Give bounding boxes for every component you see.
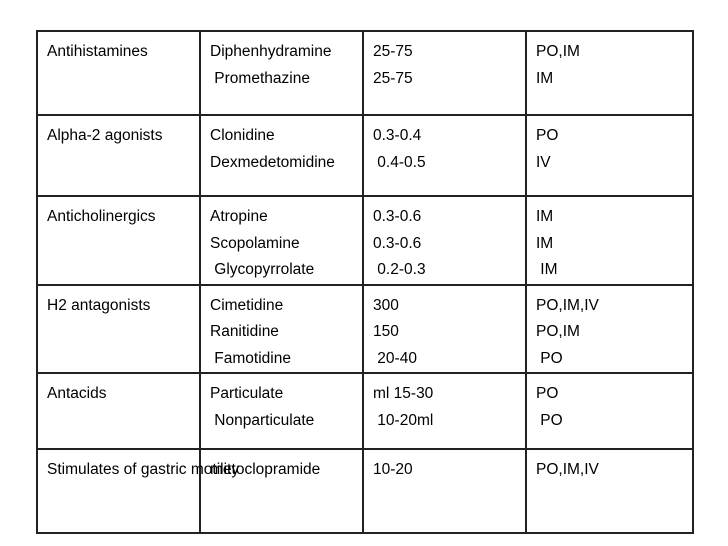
drug-name: Scopolamine (210, 234, 300, 252)
drug-name: Glycopyrrolate (210, 261, 315, 278)
dose-value: 300 (373, 296, 399, 314)
route-value: IM (536, 208, 554, 225)
category-cell: Antacids (37, 373, 200, 449)
route-cell (526, 196, 693, 285)
dose-cell (363, 115, 526, 196)
route-value: PO,IM,IV (536, 296, 599, 314)
drug-name: Nonparticulate (210, 411, 315, 429)
dose-cell (363, 285, 526, 374)
route-cell (526, 373, 693, 449)
drug-cell (200, 285, 363, 374)
table-row (37, 196, 693, 285)
drug-name: metoclopramide (210, 461, 321, 478)
route-value: IM (536, 69, 554, 87)
route-cell (526, 285, 693, 374)
drug-cell (200, 31, 363, 115)
route-cell (526, 449, 693, 533)
dose-value: 10-20ml (373, 411, 434, 429)
route-value: PO,IM (536, 323, 580, 340)
dose-value: 0.3-0.4 (373, 127, 422, 144)
dose-cell (363, 373, 526, 449)
dose-value: 0.2-0.3 (373, 261, 426, 278)
drug-table (36, 30, 694, 534)
drug-name: Clonidine (210, 127, 275, 144)
dose-value: 0.3-0.6 (373, 208, 422, 225)
route-value: PO (536, 349, 563, 367)
table-row (37, 115, 693, 196)
dose-value: 0.4-0.5 (373, 153, 426, 171)
route-value: PO,IM (536, 43, 580, 60)
drug-name: Ranitidine (210, 323, 279, 340)
route-value: IV (536, 153, 551, 171)
route-value: IM (536, 234, 554, 252)
drug-name: Famotidine (210, 349, 291, 367)
route-cell (526, 31, 693, 115)
dose-cell (363, 31, 526, 115)
table-row (37, 373, 693, 449)
table-row (37, 31, 693, 115)
route-value: PO,IM,IV (536, 461, 599, 478)
table-row (37, 285, 693, 374)
route-value: PO (536, 127, 559, 144)
drug-name: Dexmedetomidine (210, 153, 335, 171)
drug-cell (200, 373, 363, 449)
route-value: PO (536, 411, 563, 429)
drug-name: Promethazine (210, 69, 310, 87)
dose-value: 150 (373, 323, 399, 340)
dose-value: 0.3-0.6 (373, 234, 422, 252)
drug-name: Particulate (210, 385, 284, 402)
route-cell (526, 115, 693, 196)
dose-value: ml 15-30 (373, 385, 434, 402)
drug-name: Diphenhydramine (210, 43, 332, 60)
dose-cell (363, 196, 526, 285)
drug-cell (200, 115, 363, 196)
category-cell: Antihistamines (37, 31, 200, 115)
dose-value: 10-20 (373, 461, 413, 478)
route-value: IM (536, 261, 558, 278)
drug-cell (200, 449, 363, 533)
dose-cell (363, 449, 526, 533)
dose-value: 25-75 (373, 69, 413, 87)
drug-name: Atropine (210, 208, 268, 225)
category-cell: Stimulates of gastric motility (37, 449, 200, 533)
table-body (37, 31, 693, 533)
dose-value: 20-40 (373, 349, 417, 367)
category-cell: H2 antagonists (37, 285, 200, 374)
route-value: PO (536, 385, 559, 402)
category-cell: Anticholinergics (37, 196, 200, 285)
drug-cell (200, 196, 363, 285)
drug-name: Cimetidine (210, 296, 284, 314)
category-cell: Alpha-2 agonists (37, 115, 200, 196)
table-row (37, 449, 693, 533)
dose-value: 25-75 (373, 43, 413, 60)
